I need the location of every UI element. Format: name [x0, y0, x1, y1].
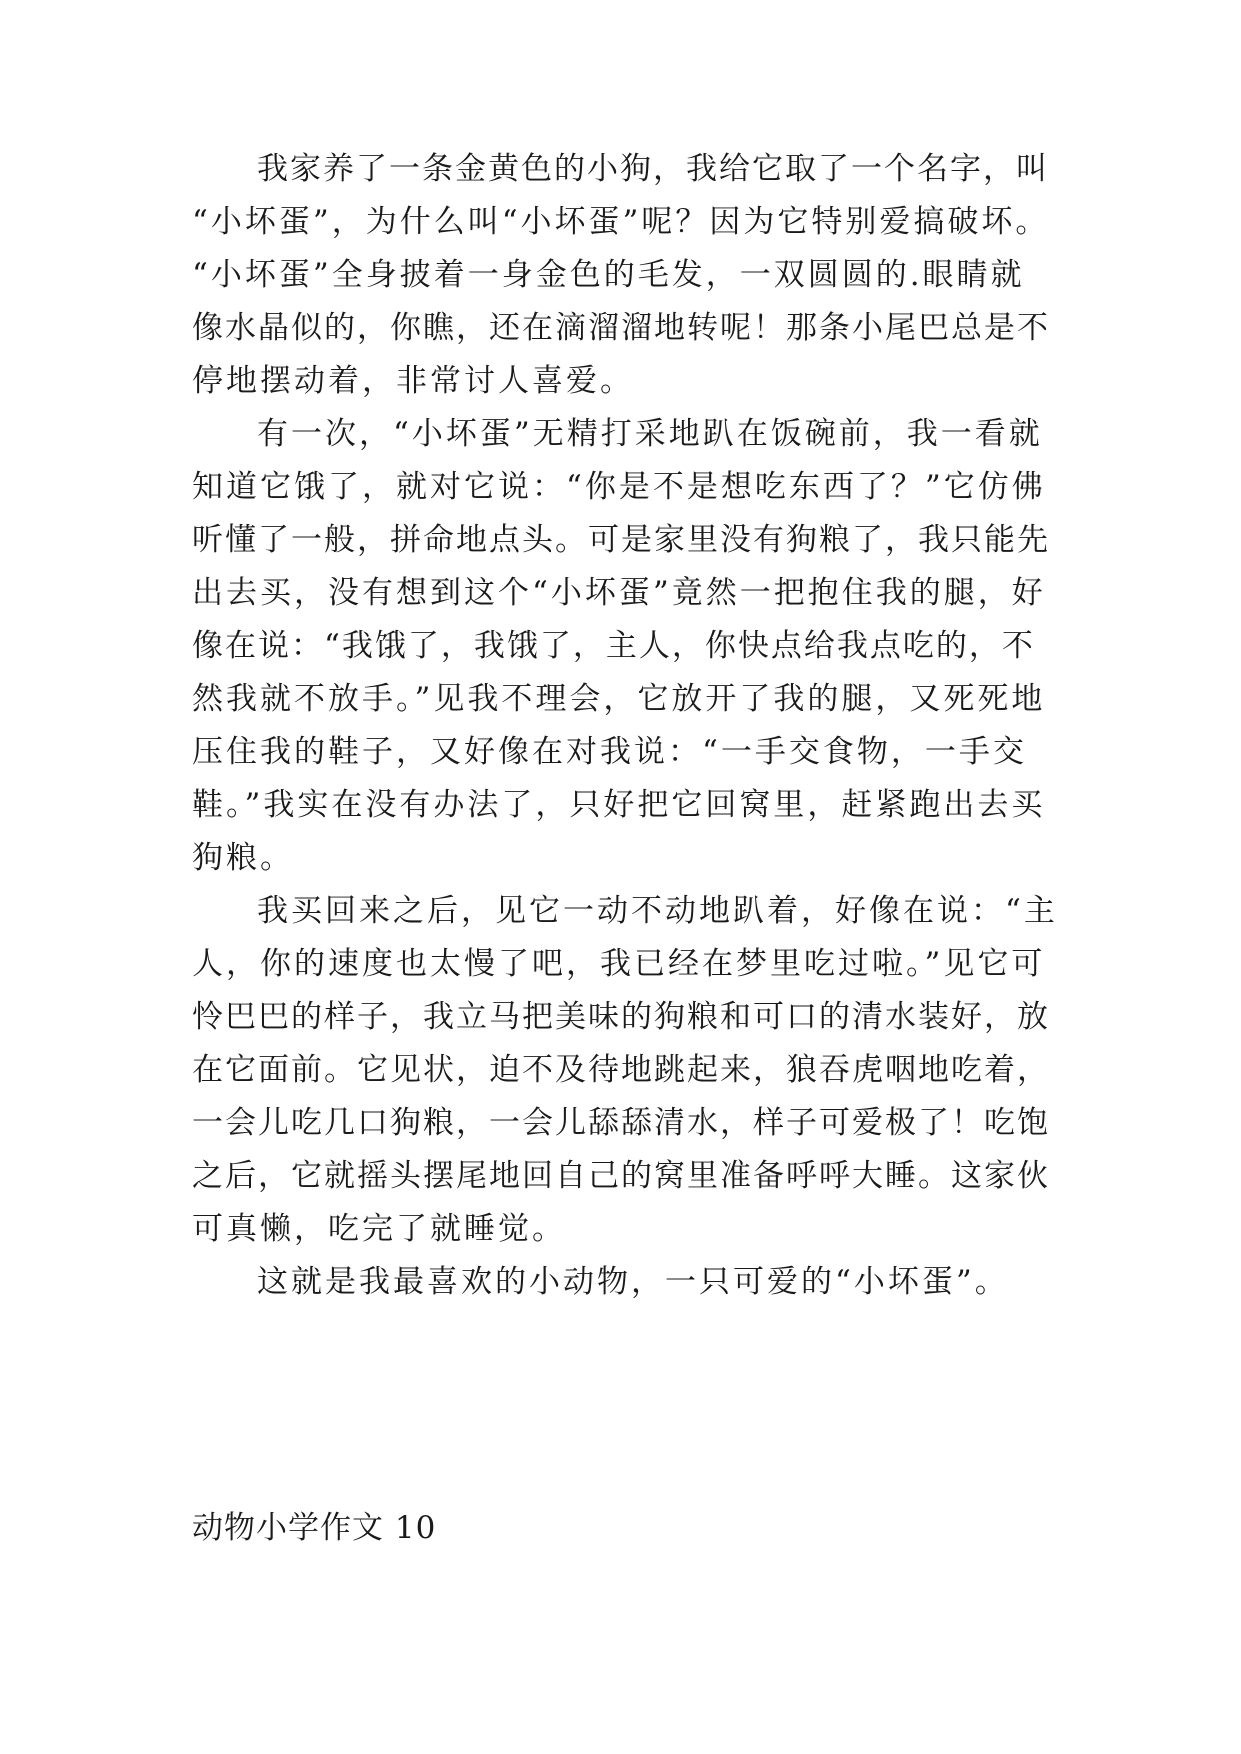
paragraph-1-line-4: 像水晶似的，你瞧，还在滴溜溜地转呢！那条小尾巴总是不 — [192, 310, 1050, 346]
paragraph-2-line-4: 出去买，没有想到这个“小坏蛋”竟然一把抱住我的腿，好 — [192, 575, 1046, 611]
paragraph-3-line-1: 我买回来之后，见它一动不动地趴着，好像在说：“主 — [257, 893, 1058, 929]
paragraph-3-line-5: 一会儿吃几口狗粮，一会儿舔舔清水，样子可爱极了！吃饱 — [192, 1105, 1050, 1141]
paragraph-3-line-2: 人，你的速度也太慢了吧，我已经在梦里吃过啦。”见它可 — [192, 946, 1046, 982]
paragraph-2-line-1: 有一次，“小坏蛋”无精打采地趴在饭碗前，我一看就 — [257, 416, 1043, 452]
paragraph-2-line-3: 听懂了一般，拼命地点头。可是家里没有狗粮了，我只能先 — [192, 522, 1050, 558]
paragraph-4-line-1: 这就是我最喜欢的小动物，一只可爱的“小坏蛋”。 — [257, 1264, 1009, 1300]
paragraph-1-line-2: “小坏蛋”，为什么叫“小坏蛋”呢？因为它特别爱搞破坏。 — [192, 204, 1050, 240]
paragraph-3-line-4: 在它面前。它见状，迫不及待地跳起来，狼吞虎咽地吃着， — [192, 1052, 1050, 1088]
paragraph-3-line-6: 之后，它就摇头摆尾地回自己的窝里准备呼呼大睡。这家伙 — [192, 1158, 1050, 1194]
next-essay-heading: 动物小学作文 10 — [192, 1510, 437, 1546]
paragraph-1-line-3: “小坏蛋”全身披着一身金色的毛发，一双圆圆的.眼睛就 — [192, 257, 1025, 293]
paragraph-2-line-7: 压住我的鞋子，又好像在对我说：“一手交食物，一手交 — [192, 734, 1027, 770]
paragraph-2-line-5: 像在说：“我饿了，我饿了，主人，你快点给我点吃的，不 — [192, 628, 1035, 664]
paragraph-2-line-8: 鞋。”我实在没有办法了，只好把它回窝里，赶紧跑出去买 — [192, 787, 1046, 823]
paragraph-3-line-7: 可真懒，吃完了就睡觉。 — [192, 1211, 566, 1247]
paragraph-1-line-1: 我家养了一条金黄色的小狗，我给它取了一个名字，叫 — [257, 151, 1049, 187]
paragraph-2-line-6: 然我就不放手。”见我不理会，它放开了我的腿，又死死地 — [192, 681, 1046, 717]
paragraph-1-line-5: 停地摆动着，非常讨人喜爱。 — [192, 363, 634, 399]
paragraph-3-line-3: 怜巴巴的样子，我立马把美味的狗粮和可口的清水装好，放 — [192, 999, 1050, 1035]
paragraph-2-line-2: 知道它饿了，就对它说：“你是不是想吃东西了？”它仿佛 — [192, 469, 1046, 505]
paragraph-2-line-9: 狗粮。 — [192, 840, 294, 876]
